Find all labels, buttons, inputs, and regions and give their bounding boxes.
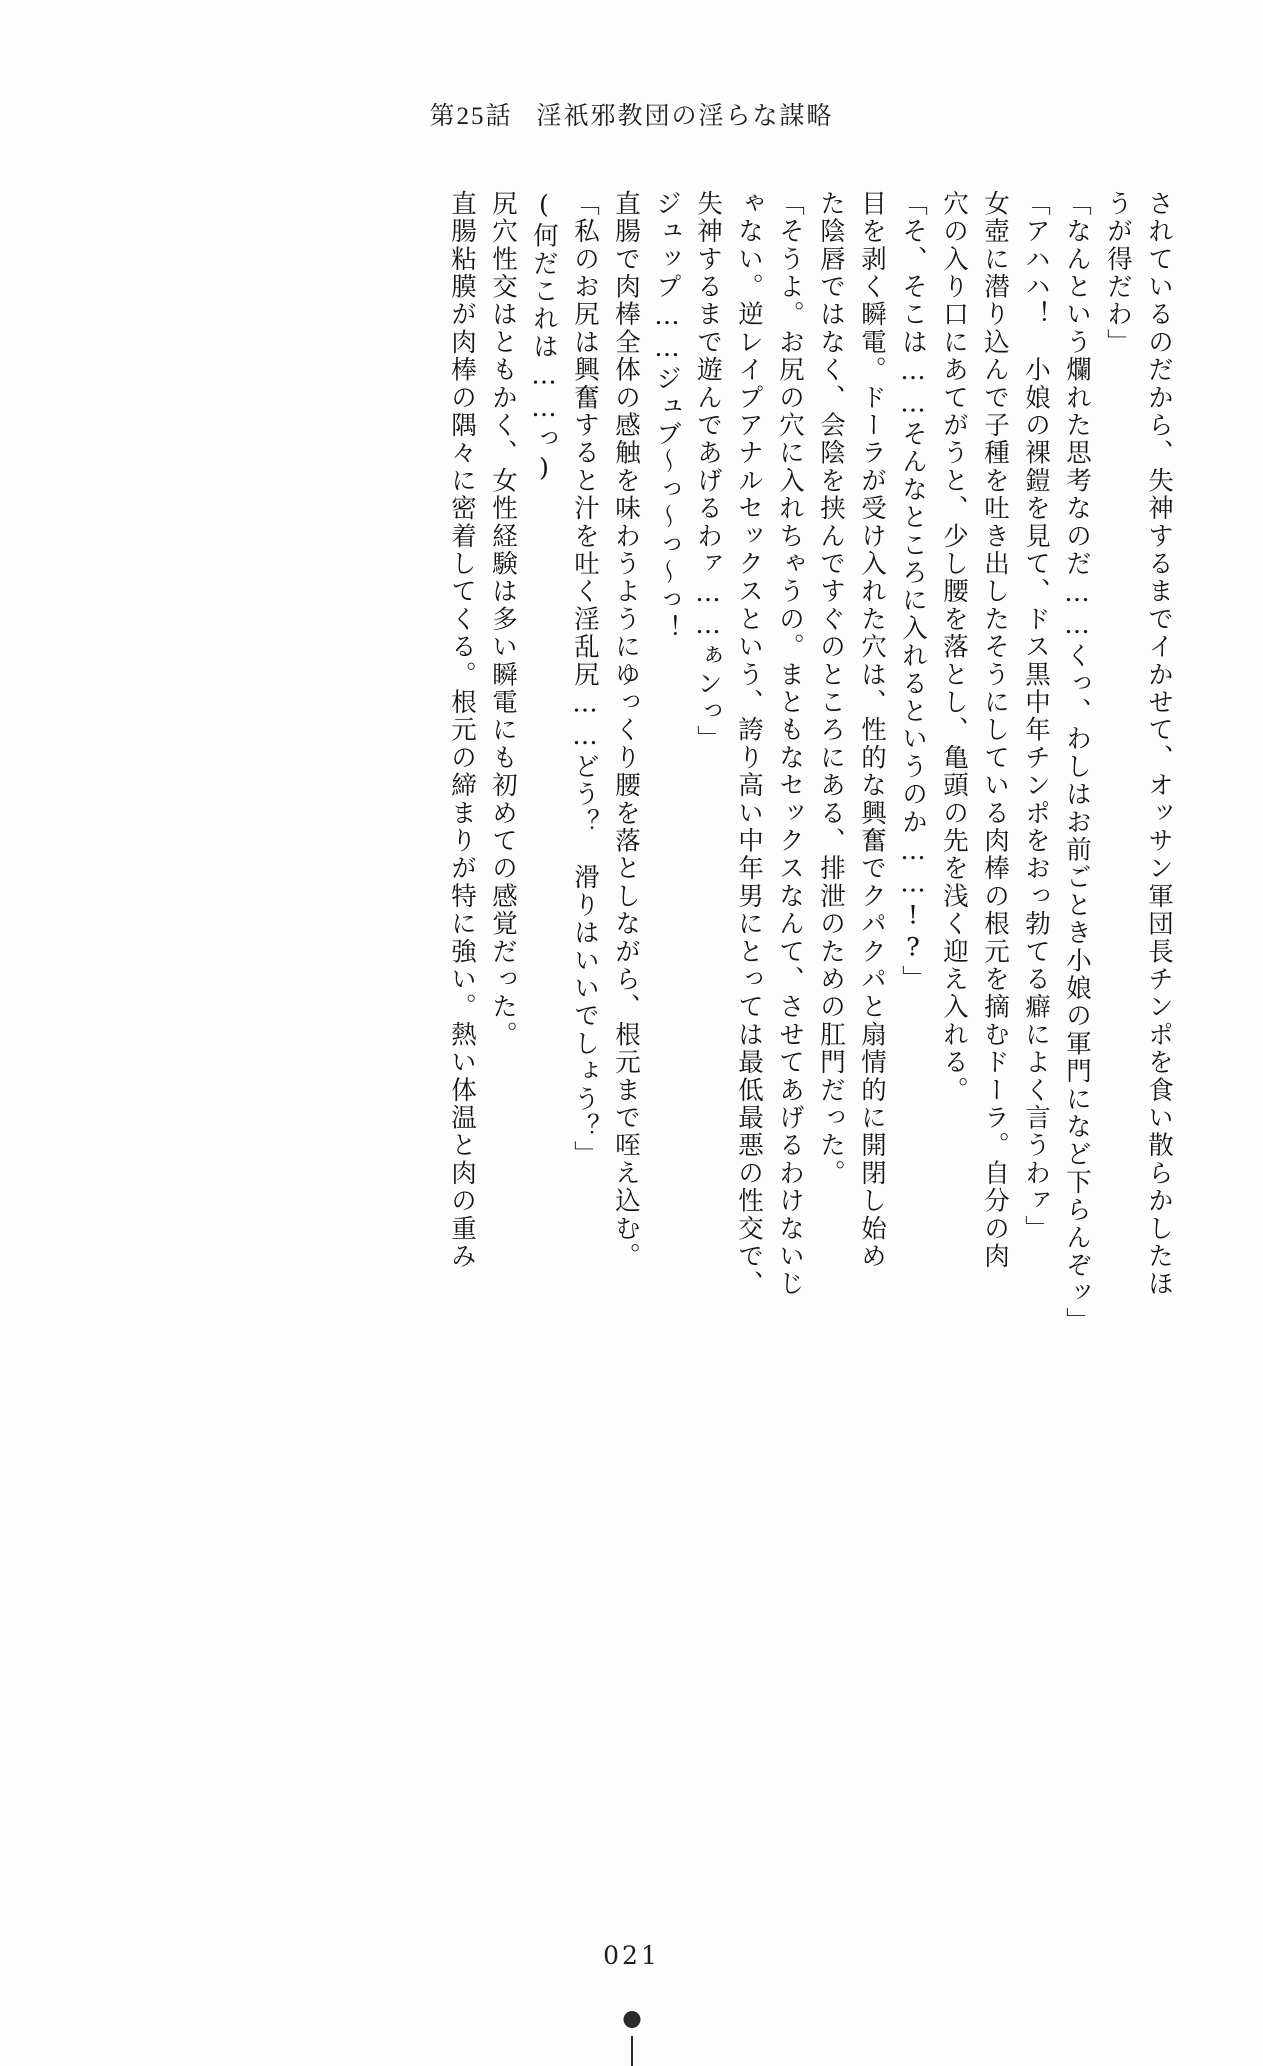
text-line: 目を剥く瞬電。ドーラが受け入れた穴は、性的な興奮でクパクパと扇情的に開閉し始め [857,190,887,1271]
text-line: 女壺に潜り込んで子種を吐き出したそうにしている肉棒の根元を摘むドーラ。自分の肉 [980,190,1010,1271]
text-line: うが得だわ」 [1103,190,1133,357]
binding-line [631,2036,633,2066]
text-line: 「そうよ。お尻の穴に入れちゃうの。まともなセックスなんて、させてあげるわけないじ [775,190,805,1298]
page-number: 021 [603,1941,660,1970]
chapter-title: 淫祇邪教団の淫らな謀略 [536,103,834,130]
chapter-number: 第25話 [429,103,513,130]
text-line: (何だこれは……っ) [529,190,559,485]
text-line: されているのだから、失神するまでイかせて、オッサン軍団長チンポを食い散らかしたほ [1144,190,1174,1298]
text-line: 穴の入り口にあてがうと、少し腰を落とし、亀頭の先を浅く迎え入れる。 [939,190,969,1105]
text-line: 失神するまで遊んであげるわァ……ぁンっ」 [693,190,723,753]
text-line: 直腸で肉棒全体の感触を味わうようにゆっくり腰を落としながら、根元まで咥え込む。 [611,190,641,1271]
text-line: ゃない。逆レイプアナルセックスという、誇り高い中年男にとっては最低最悪の性交で、 [734,190,764,1298]
text-line: 直腸粘膜が肉棒の隅々に密着してくる。根元の締まりが特に強い。熱い体温と肉の重み [447,190,477,1271]
text-line: 「私のお尻は興奮すると汁を吐く淫乱尻……どう？ 滑りはいいでしょう？」 [570,190,600,1169]
text-line: 「アハハ！ 小娘の裸鎧を見て、ドス黒中年チンポをおっ勃てる癖によく言うわァ」 [1021,190,1051,1243]
text-line: 尻穴性交はともかく、女性経験は多い瞬電にも初めての感覚だった。 [488,190,518,1049]
running-header [0,96,1263,132]
text-line: ジュップ……ジュブ～っ～っ～っ！ [652,190,682,643]
text-line: た陰唇ではなく、会陰を挟んですぐのところにある、排泄のための肛門だった。 [816,190,846,1188]
text-line: 「なんという爛れた思考なのだ……くっ、わしはお前ごとき小娘の軍門になど下らんぞッ」 [1062,190,1092,1335]
body-text [92,190,1174,1380]
text-line: 「そ、そこは……そんなところに入れるというのか……!?」 [898,190,928,993]
binding-dot [623,2011,640,2028]
